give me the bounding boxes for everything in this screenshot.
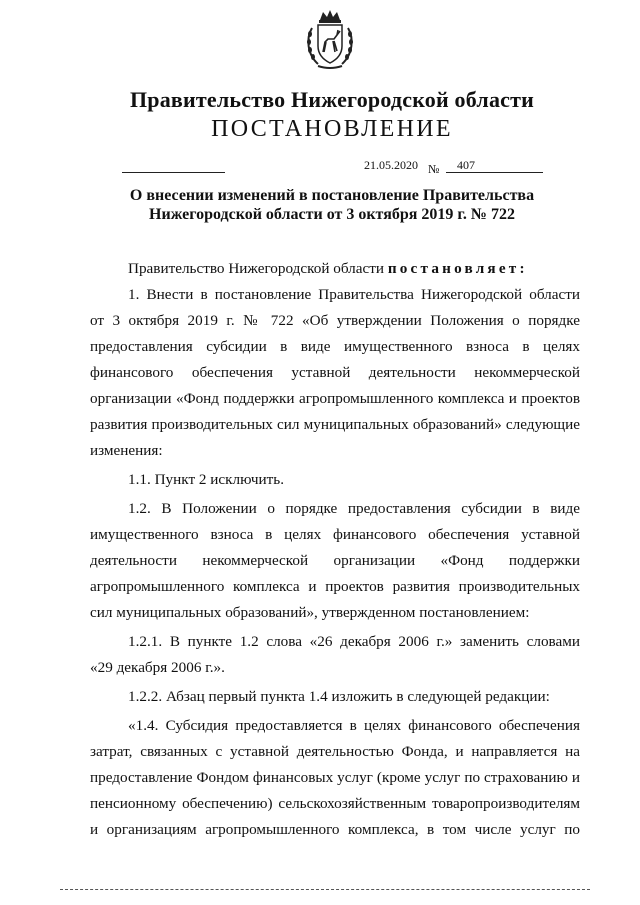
preamble-resolves: постановляет: bbox=[387, 260, 528, 277]
preamble-text: Правительство Нижегородской области bbox=[128, 260, 385, 277]
title-line: Нижегородской области от 3 октября 2019 г. № 722 bbox=[149, 206, 515, 223]
document-number: 407 bbox=[457, 158, 475, 172]
body-line: 1.2. В Положении о порядке предоставления субсидии в виде bbox=[128, 500, 580, 517]
body-line: развития производительных сил муниципальных образований» следующие bbox=[90, 416, 580, 433]
body-line: затрат, связанных с уставной деятельностью Фонда, и направляется на bbox=[90, 743, 580, 760]
body-line: организации «Фонд поддержки агропромышленного комплекса и проектов bbox=[90, 390, 580, 407]
blank-underline bbox=[122, 172, 225, 173]
body-line: пенсионному обеспечению) сельскохозяйственным товаропроизводителям bbox=[90, 795, 580, 812]
document-type: ПОСТАНОВЛЕНИЕ bbox=[211, 116, 453, 142]
body-line: 1.2.2. Абзац первый пункта 1.4 изложить в следующей редакции: bbox=[128, 688, 550, 705]
body-line: изменения: bbox=[90, 442, 163, 459]
body-line: финансового обеспечения уставной деятельности некоммерческой bbox=[90, 364, 580, 381]
body-line: 1.2.1. В пункте 1.2 слова «26 декабря 2006 г.» заменить словами bbox=[128, 633, 580, 650]
body-line: деятельности некоммерческой организации «Фонд поддержки bbox=[90, 552, 580, 569]
body-line: «29 декабря 2006 г.». bbox=[90, 659, 225, 676]
document-body bbox=[90, 256, 580, 843]
date-number-line bbox=[0, 152, 640, 182]
number-underline bbox=[446, 172, 543, 173]
body-line: 1. Внести в постановление Правительства Нижегородской области bbox=[128, 286, 580, 303]
coat-of-arms-icon bbox=[304, 8, 356, 72]
body-line: предоставление Фондом финансовых услуг (кроме услуг по страхованию и bbox=[90, 769, 580, 786]
body-line: от 3 октября 2019 г. № 722 «Об утверждении Положения о порядке bbox=[90, 312, 580, 329]
body-line: сил муниципальных образований», утвержденном постановлением: bbox=[90, 604, 530, 621]
organization-name: Правительство Нижегородской области bbox=[129, 87, 534, 112]
body-line: имущественного взноса в целях финансового обеспечения уставной bbox=[90, 526, 580, 543]
body-line: предоставления субсидии в виде имущественного взноса в целях bbox=[90, 338, 580, 355]
body-line: 1.1. Пункт 2 исключить. bbox=[128, 471, 284, 488]
number-sign: № bbox=[428, 162, 440, 176]
document-title bbox=[0, 186, 640, 224]
preamble bbox=[90, 256, 580, 282]
title-line: О внесении изменений в постановление Правительства bbox=[129, 187, 535, 204]
body-line: и организациям агропромышленного комплекса, в том числе услуг по bbox=[90, 821, 580, 838]
page-bottom-edge bbox=[60, 889, 590, 890]
body-line: «1.4. Субсидия предоставляется в целях финансового обеспечения bbox=[128, 717, 580, 734]
body-line: агропромышленного комплекса и проектов развития производительных bbox=[90, 578, 580, 595]
document-date: 21.05.2020 bbox=[364, 158, 418, 172]
